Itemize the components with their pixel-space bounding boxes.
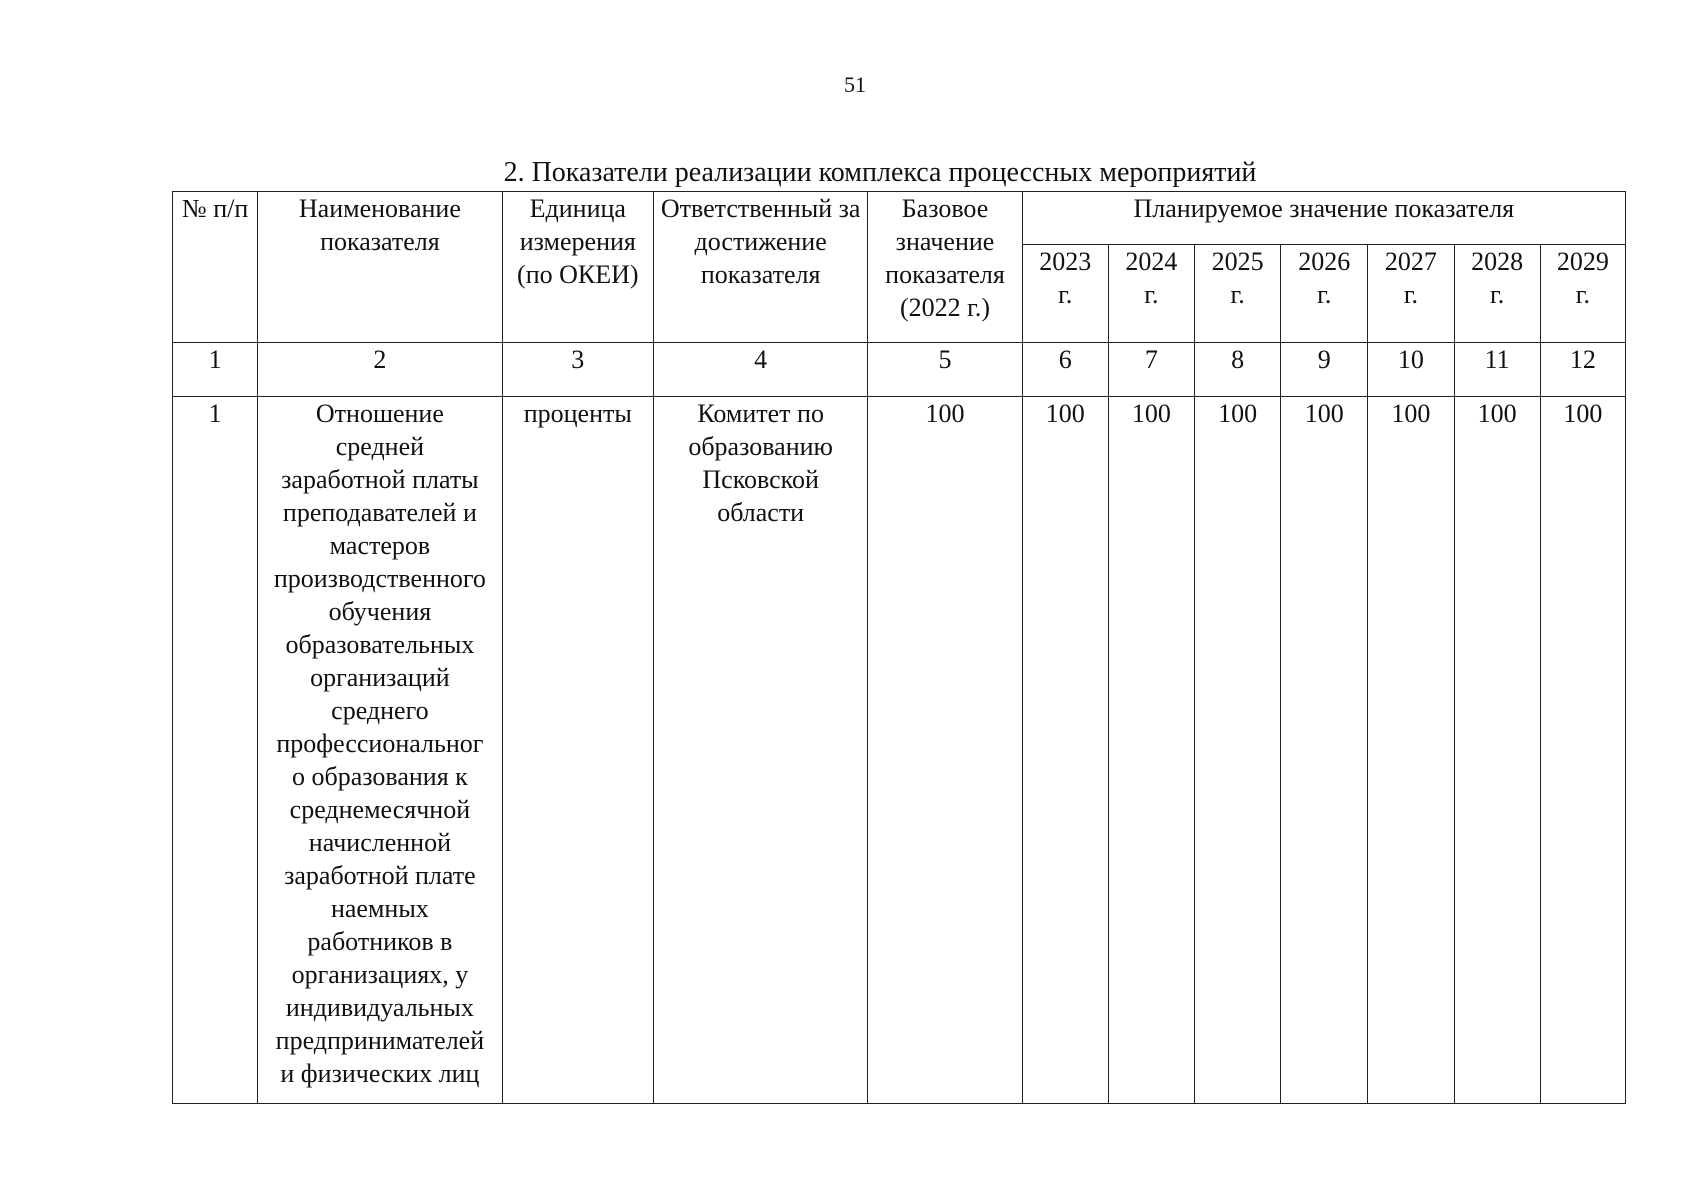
column-number: 8 xyxy=(1195,343,1281,397)
indicator-name-line: работников в xyxy=(307,927,453,956)
column-number: 5 xyxy=(868,343,1022,397)
column-number: 11 xyxy=(1454,343,1540,397)
indicator-name-line: образовательных xyxy=(285,630,475,659)
row-planned-value: 100 xyxy=(1368,397,1454,1104)
indicator-name-line: среднего xyxy=(331,696,429,725)
header-year: 2028 г. xyxy=(1454,245,1540,343)
indicators-table xyxy=(172,191,1626,1104)
indicator-name-line: организаций xyxy=(310,663,450,692)
row-unit: проценты xyxy=(502,397,653,1104)
header-responsible: Ответственный за достижение показателя xyxy=(653,192,867,343)
indicator-name-line: производственного xyxy=(273,564,486,593)
indicator-name-line: начисленной xyxy=(308,828,451,857)
header-row xyxy=(173,192,1626,245)
indicator-name-line: обучения xyxy=(328,597,432,626)
responsible-line: области xyxy=(717,498,805,527)
column-number: 9 xyxy=(1281,343,1368,397)
column-number: 4 xyxy=(653,343,867,397)
indicator-name-line: заработной плате xyxy=(284,861,476,890)
indicator-name-line: заработной платы xyxy=(281,465,479,494)
column-number: 12 xyxy=(1540,343,1625,397)
indicator-name-line: предпринимателей xyxy=(275,1026,485,1055)
indicator-name-line: о образования к xyxy=(292,762,468,791)
row-planned-value: 100 xyxy=(1108,397,1194,1104)
indicator-name-line: преподавателей и xyxy=(282,498,477,527)
header-year: 2024 г. xyxy=(1108,245,1194,343)
column-number: 10 xyxy=(1368,343,1454,397)
row-planned-value: 100 xyxy=(1022,397,1108,1104)
row-planned-value: 100 xyxy=(1540,397,1625,1104)
responsible-line: образованию xyxy=(688,432,833,461)
table-title: 2. Показатели реализации комплекса процессных мероприятий xyxy=(503,157,1257,188)
indicator-name-line: и физических лиц xyxy=(280,1059,480,1088)
responsible-line: Псковской xyxy=(702,465,819,494)
header-year: 2025 г. xyxy=(1195,245,1281,343)
row-base-value: 100 xyxy=(868,397,1022,1104)
row-planned-value: 100 xyxy=(1195,397,1281,1104)
row-planned-value: 100 xyxy=(1281,397,1368,1104)
header-year: 2029 г. xyxy=(1540,245,1625,343)
indicator-name-line: средней xyxy=(335,432,425,461)
header-year: 2026 г. xyxy=(1281,245,1368,343)
header-name: Наименование показателя xyxy=(258,192,502,343)
indicator-name-line: Отношение xyxy=(315,399,444,428)
column-number: 3 xyxy=(502,343,653,397)
column-number: 6 xyxy=(1022,343,1108,397)
row-indicator-name xyxy=(258,397,502,1104)
responsible-line: Комитет по xyxy=(697,399,824,428)
header-planned: Планируемое значение показателя xyxy=(1022,192,1625,245)
header-year: 2027 г. xyxy=(1368,245,1454,343)
column-number: 1 xyxy=(173,343,258,397)
header-num: № п/п xyxy=(173,192,258,343)
indicator-name-line: индивидуальных xyxy=(285,993,474,1022)
column-number-row xyxy=(173,343,1626,397)
indicator-name-line: организациях, у xyxy=(291,960,469,989)
indicator-name-line: мастеров xyxy=(329,531,431,560)
column-number: 7 xyxy=(1108,343,1194,397)
header-unit: Единица измерения (по ОКЕИ) xyxy=(502,192,653,343)
page-number: 51 xyxy=(844,72,866,97)
row-planned-value: 100 xyxy=(1454,397,1540,1104)
row-num: 1 xyxy=(173,397,258,1104)
table-row xyxy=(173,397,1626,1104)
row-responsible xyxy=(653,397,867,1104)
indicator-name-line: среднемесячной xyxy=(289,795,471,824)
indicator-name-line: профессиональног xyxy=(276,729,484,758)
header-year: 2023 г. xyxy=(1022,245,1108,343)
header-base: Базовое значение показателя (2022 г.) xyxy=(868,192,1022,343)
column-number: 2 xyxy=(258,343,502,397)
indicator-name-line: наемных xyxy=(330,894,429,923)
